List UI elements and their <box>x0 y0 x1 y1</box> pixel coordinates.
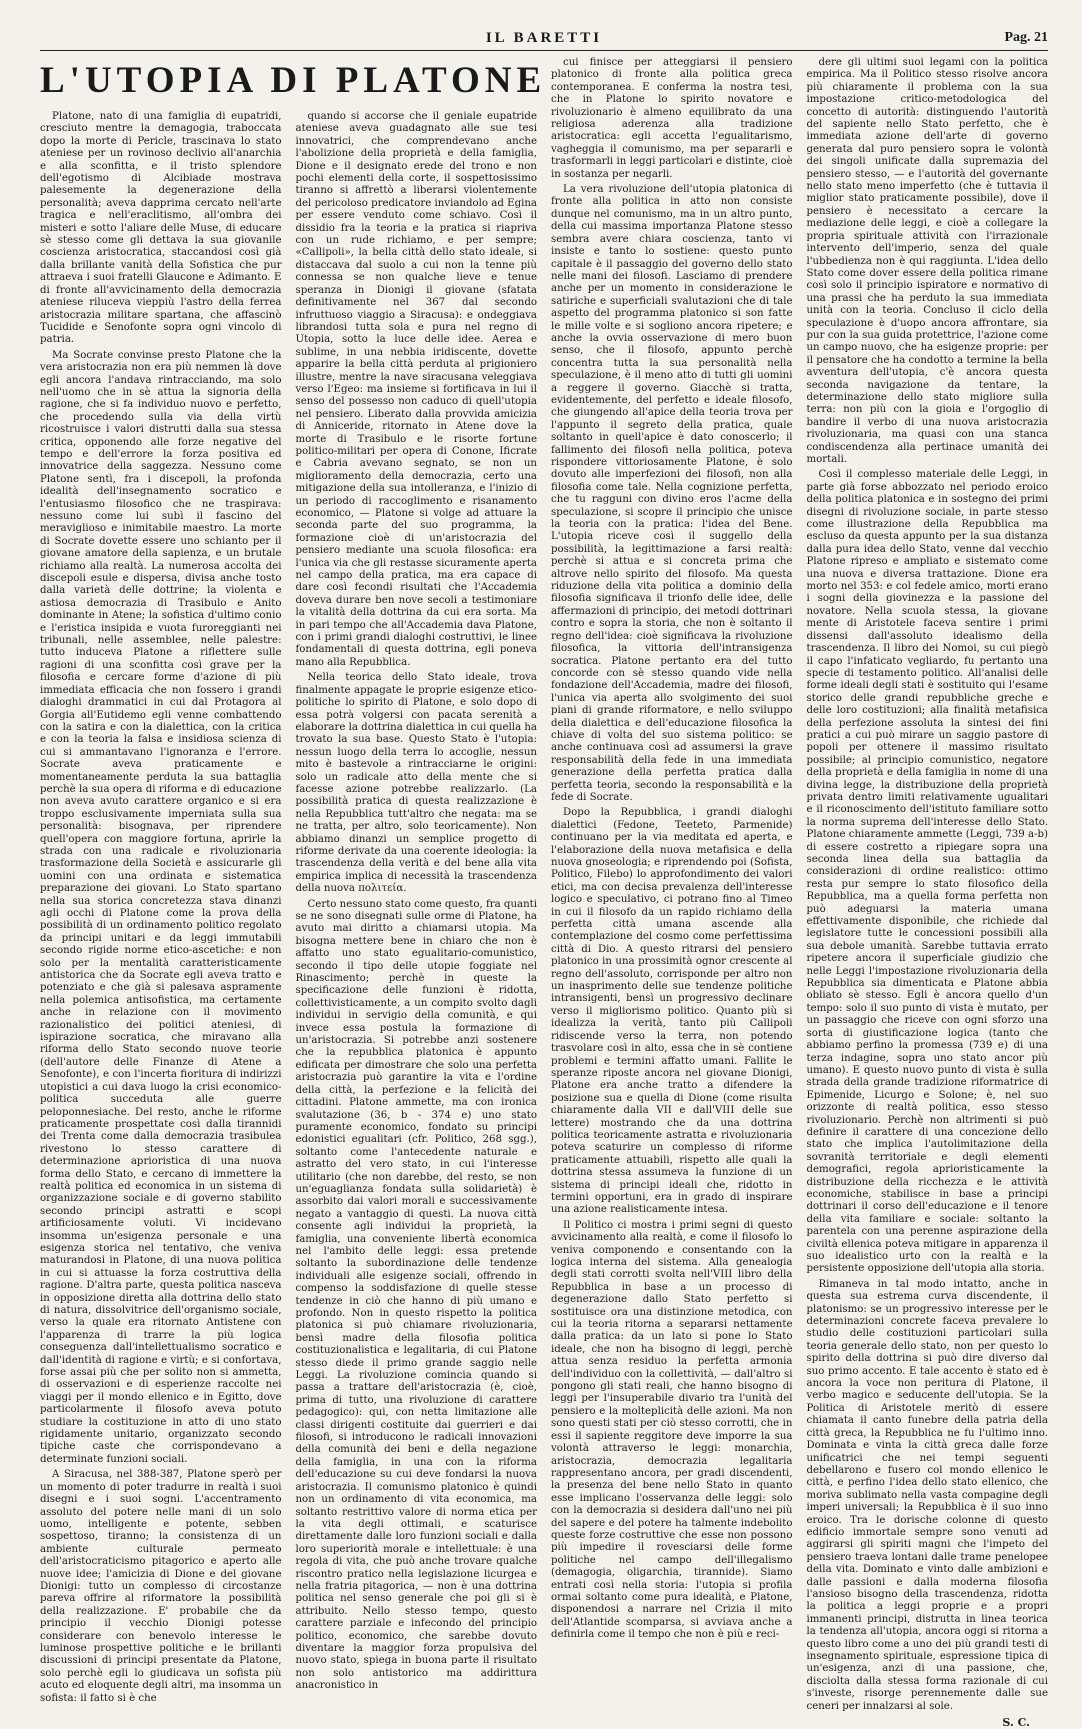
paragraph: La vera rivoluzione dell'utopia platonica di fronte alla politica in atto non consiste dunque nel comunismo, ma in un altro punto, della cui massima importanza Platone stesso sembra avere chiara coscienza, tanto vi insiste e tanto lo sostiene: questo punto capitale è il passaggio del governo dello stato nelle mani dei filosofi. Lasciamo di prendere anche per un momento in considerazione le satiriche e superficiali svalutazioni che di tale aspetto del programma platonico si son fatte le mille volte e si sogliono ancora ripetere; e anche la ovvia osservazione di mero buon senso, che il filosofo, appunto perchè concentra tutta la sua personalità nella speculazione, è il meno atto di tutti gli uomini a reggere il governo. Giacchè si tratta, evidentemente, del perfetto e ideale filosofo, che giungendo all'apice della teoria trova per l'appunto il segreto della pratica, quale soltanto in quell'apice è dato conoscerlo; il fallimento dei filosofi nella politica, poteva rispondere vittoriosamente Platone, è solo dovuto alle imperfezioni dei filosofi, non alla filosofia come tale. Nella cognizione perfetta, che tu ragguni con divino eros l'acme della speculazione, si scopre il principio che unisce la teoria con la pratica: l'idea del Bene. L'utopia riceve così il suggello della possibilità, la legittimazione a farsi realtà: perchè si attua e si concreta prima che altrove nello spirito del filosofo. Ma questa riduzione della vita politica a dominio della filosofia significava il trionfo delle idee, delle affermazioni di principio, dei metodi dottrinari contro e sopra la storia, che non è soltanto il regno dell'idea: cioè significava la rivoluzione filosofica, la vittoria dell'intransigenza socratica. Platone pertanto era del tutto concorde con sè stesso quando vide nella fondazione dell'Accademia, madre dei filosofi, l'unica via aperta allo svolgimento dei suoi piani di grande riformatore, e nello sviluppo della dialettica e dell'educazione filosofica la chiave di volta del suo sistema politico: se anche continuava così ad assumersi la grave responsabilità della fede in una immediata generazione della perfetta pratica dalla perfetta teoria, secondo la responsabilità e la fede di Socrate. <box>551 184 793 803</box>
paragraph: Nella teorica dello Stato ideale, trova finalmente appagate le proprie esigenze etico-politiche lo spirito di Platone, e solo dopo di essa potrà volgersi con pacata serenità a elaborare la dottrina dialettica in cui quella ha trovato la sua base. Questo Stato è l'utopia: nessun luogo della terra lo accoglie, nessun mito è bastevole a rintracciarne le origini: solo un radicale atto della mente che si facesse azione potrebbe realizzarlo. (La possibilità pratica di questa realizzazione è nella Repubblica tutt'altro che negata: ma se ne tratta, per altro, solo teoricamente). Non abbiamo dinanzi un semplice progetto di riforme derivate da una coerente ideologia: la trascendenza della verità e del bene alla vita empirica implica di necessità la trascendenza della nuova πολιτεία. <box>295 672 538 895</box>
left-columns <box>40 111 537 1729</box>
masthead: IL BARETTI <box>485 30 603 46</box>
paragraph: A Siracusa, nel 388-387, Platone sperò per un momento di poter tradurre in realtà i suoi disegni e i suoi sogni. L'accentramento assoluto del potere nelle mani di un solo uomo, intelligente e potente, sebben sospettoso, tiranno; la consistenza di un ambiente culturale permeato dell'aristocraticismo pitagorico e aperto alle nuove idee; l'amicizia di Dione e del giovane Dionigi: tutto un complesso di circostanze pareva offrire al riformatore la possibilità della realizzazione. E' probabile che da principio il vecchio Dionigi potesse considerare con benevolo interesse le luminose prospettive politiche e le brillanti discussioni di principi presentate da Platone, solo perchè egli lo giudicava un sofista più acuto ed eloquente degli altri, ma insomma un sofista: il fatto si è che <box>40 1469 282 1704</box>
paragraph: Il Politico ci mostra i primi segni di questo avvicinamento alla realtà, e come il filosofo lo veniva componendo e consentando con la logica interna del sistema. Alla genealogia degli stati corrotti svolta nell'VIII libro della Repubblica in base a un processo di degenerazione dallo Stato perfetto si sostituisce ora una distinzione metodica, con cui la teoria ritorna a separarsi nettamente dalla pratica: da un lato si pone lo Stato ideale, che non ha bisogno di leggi, perchè attua senza residuo la perfetta armonia dell'individuo con la collettività, — dall'altro si pongono gli stati reali, che hanno bisogno di leggi per l'insuperabile divario tra l'unità del pensiero e la molteplicità delle azioni. Ma non sono questi stati per ciò stesso corrotti, che in essi il sapiente reggitore deve imporre la sua volontà attraverso le leggi: monarchia, aristocrazia, democrazia legalitaria rappresentano ancora, per gradi discendenti, la presenza del bene nello Stato in quanto esse implicano l'osservanza delle leggi: solo con la democrazia si desidera dall'uno nei più del sapere e del potere ha talmente indebolito queste forze costruttive che esse non possono più impedire il rovesciarsi delle forme politiche nel campo dell'illegalismo (demagogia, oligarchia, tirannide). Siamo entrati così nella storia: l'utopia si profila ormai soltanto come pura idealità, e Platone, disponendosi a narrare nel Crizia il mito dell'Atlantide scomparsa, si avviava anche a definirla come il tempo che non è più e reci- <box>551 1219 793 1641</box>
article-title: L'UTOPIA DI PLATONE <box>40 60 547 101</box>
paragraph: quando si accorse che il geniale eupatride ateniese aveva guadagnato alle sue tesi innovatrici, che comprendevano anche l'abolizione della proprietà e della famiglia, Dione e il designato erede del trono e non pochi elementi della corte, il sospettosissimo tiranno si affrettò a liberarsi violentemente del pericoloso predicatore inviandolo ad Egina per essere venduto come schiavo. Così il dissidio fra la teoria e la pratica si riapriva con un rude richiamo, e per sempre; «Callipoli», la bella città dello stato ideale, si distaccava dal suolo a cui non la tenne più connessa se non qualche lieve e tenue speranza in Dionigi il giovane (sfatata definitivamente nel 367 dal secondo infruttuoso viaggio a Siracusa): e ondeggiava librandosi tutta sola e pura nel regno di Utopia, sotto la luce delle idee. Aerea e sublime, in una nebbia iridiscente, dovette apparire la bella città perduta al prigioniero illustre, mentre la nave siracusana veleggiava verso l'Egeo: ma insieme si fortificava in lui il senso del possesso non caduco di quell'utopia nel pensiero. Liberato dalla provvida amicizia di Anniceride, ritornato in Atene dove la morte di Trasibulo e le risorte fortune politico-militari per opera di Conone, Ificrate e Cabria avevano segnato, se non un miglioramento della democrazia, certo una mitigazione della sua intolleranza, e l'inizio di un periodo di raccoglimento e risanamento economico, — Platone si volge ad attuare la seconda parte del suo programma, la formazione cioè di un'aristocrazia del pensiero mediante una scuola filosofica: era l'unica via che gli restasse sicuramente aperta nel campo della pratica, ma era capace di dare così fecondi risultati che l'Accademia doveva durare ben nove secoli a testimoniare la vitalità della dottrina da cui era sorta. Ma in pari tempo che all'Accademia dava Platone, con i primi grandi dialoghi costruttivi, le linee fondamentali di questa dottrina, egli poneva mano alla Repubblica. <box>295 111 537 668</box>
column-2 <box>296 111 538 1729</box>
column-1 <box>40 111 282 1729</box>
paragraph: Così il complesso materiale delle Leggi, in parte già forse abbozzato nel periodo eroico della politica platonica e in sostegno dei primi disegni di rivoluzione sociale, in parte stesso come illustrazione della Repubblica ma escluso da questa appunto per la sua distanza dalla pura idea dello Stato, venne dal vecchio Platone ripreso e ampliato e sistemato come una nuova e diversa trattazione. Dione era morto nel 353: e col fedele amico, morti erano i sogni della giovinezza e la passione del novatore. Nella scuola stessa, la giovane mente di Aristotele faceva sentire i primi dissensi dall'assoluto idealismo della trascendenza. Il libro dei Nomoi, su cui piegò il capo l'infaticato vegliardo, fu pertanto una specie di testamento politico. All'analisi delle forme ideali degli stati è sostituito qui l'esame storico delle grandi repubbliche greche e delle loro costituzioni; alla finalità metafisica della perfezione assoluta la sintesi dei fini pratici a cui può mirare un saggio pastore di popoli per ottenere il massimo risultato possibile; al principio comunistico, negatore della proprietà e della famiglia in nome di una divina legge, la distribuzione della proprietà privata dentro limiti relativamente ugualitari e il riconoscimento dell'istituto familiare sotto la norma suprema dell'interesse dello Stato. Platone chiaramente ammette (Leggi, 739 a-b) di essere costretto a ripiegare sopra una seconda linea della sua battaglia da considerazioni di ordine realistico: ottimo resta pur sempre lo stato filosofico della Repubblica, ma a quella forma perfetta non può adeguarsi la materia umana effettivamente disponibile, che richiede dal legislatore tutte le concessioni possibili alla sua debole umanità. Sarebbe tuttavia errato ripetere ancora il superficiale giudizio che nelle Leggi l'impostazione rivoluzionaria della Repubblica sia dimenticata e Platone abbia obliato sè stesso. Egli è ancora quello d'un tempo: solo il suo punto di vista è mutato, per un passaggio che riceve con ogni sforzo una sorta di giustificazione logica (tanto che abbiamo perfino la promessa (739 e) di una terza indagine, sopra uno stato ancor più umano). E questo nuovo punto di vista è sulla strada della grande tradizione riformatrice di Epimenide, Licurgo e Solone; è, nel suo orizzonte di realtà politica, esso stesso rivoluzionario. Perchè non altrimenti si può definire il carattere di una concezione dello stato che implica l'autolimitazione della sovranità territoriale e degli elementi demografici, regola aprioristicamente la distribuzione della ricchezza e le attività economiche, stabilisce in base a principi dottrinari il corso dell'educazione e il tenore della vita familiare e sociale: soltanto la parentela con una perenne aspirazione della civiltà ellenica poteva mitigare in apparenza il suo idealistico urto con la realtà e la persistente opposizione dell'utopia alla storia. <box>806 469 1049 1275</box>
paragraph: dere gli ultimi suoi legami con la politica empirica. Ma il Politico stesso risolve ancora più chiaramente il problema con la sua impostazione critico-metodologica del concetto di autorità: distinguendo l'autorità del sapiente nello Stato perfetto, che è immediata azione dell'arte di governo generata dal puro pensiero sopra le volontà dei singoli unificate dalla supremazia del pensiero stesso, — e l'autorità del governante nello stato meno imperfetto (che è tuttavia il miglior stato praticamente possibile), dove il pensiero è necessitato a cercare la mediazione delle leggi, e cioè a collegare la propria spirituale attività con l'irrazionale intervento dell'imperio, senza del quale l'ubbedienza non è qui raggiunta. L'idea dello Stato come dover essere della politica rimane così solo il principio ispiratore e normativo di una prassi che ha perduto la sua immediata unità con la teoria. Concluso il ciclo della speculazione è d'uopo ancora affrontare, sia pur con la sua guida protettrice, l'azione come un campo nuovo, che ha esigenze proprie: per il pensatore che ha condotto a termine la bella avventura dell'utopia, c'è ancora questa seconda navigazione da tentare, la determinazione dello stato migliore sulla terra: non più con la gioia e l'orgoglio di bandire il verbo di una nuova aristocrazia rivoluzionaria, ma quasi con una stanca condiscendenza alla pertinace umanità dei mortali. <box>806 57 1048 465</box>
article-left-span <box>40 57 547 1729</box>
paragraph: Certo nessuno stato come questo, fra quanti se ne sono disegnati sulle orme di Platone, ha avuto mai diritto a chiamarsi utopia. Ma bisogna mettere bene in chiaro che non è affatto uno stato egualitario-comunistico, secondo il tipo delle utopie foggiate nel Rinascimento; perchè in queste la specificazione delle funzioni è ridotta, collettivisticamente, a un compito svolto dagli individui in servigio della comunità, e qui invece essa postula la formazione di un'aristocrazia. Si potrebbe anzi sostenere che la repubblica platonica è appunto edificata per dimostrare che solo una perfetta aristocrazia può garantire la vita e l'ordine della città, la perfezione e la felicità dei cittadini. Platone ammette, ma con ironica svalutazione (36, b - 374 e) uno stato puramente economico, fondato su principi edonistici egualitari (cfr. Politico, 268 sgg.), soltanto come l'antecedente naturale e astratto del vero stato, in cui l'interesse utilitario (che non darebbe, del resto, se non un'eguaglianza fondata sulla solidarietà) è assorbito dai valori morali e successivamente negato a vantaggio di questi. La nuova città consente agli individui la proprietà, la famiglia, una conveniente libertà economica nel l'ambito delle leggi: essa pretende soltanto la subordinazione delle tendenze individuali alle esigenze sociali, offrendo in compenso la soddisfazione di quelle stesse tendenze in ciò che hanno di più umano e profondo. Non in questo rispetto la politica platonica si può chiamare rivoluzionaria, bensì madre della filosofia politica costituzionalistica e legalitaria, di cui Platone stesso diede il primo grande saggio nelle Leggi. La rivoluzione comincia quando si passa a trattare dell'aristocrazia (è, cioè, prima di tutto, una rivoluzione di carattere pedagogico): qui, con netta limitazione alle classi dirigenti costituite dai guerrieri e dai filosofi, si introducono le radicali innovazioni della comunità dei beni e della negazione della famiglia, in una con la riforma dell'educazione su cui deve fondarsi la nuova aristocrazia. Il comunismo platonico è quindi non un ordinamento di vita economica, ma soltanto restrittivo valore di norma etica per la vita degli ottimali, e scaturisce direttamente dalle loro funzioni sociali e dalla loro superiorità morale e intellettuale: è una regola di vita, che può anche trovare qualche riscontro pratico nella legislazione licurgea e nella fratria pitagorica, — non è una dottrina politica nel senso generale che poi gli si è attribuito. Nello stesso tempo, questo carattere parziale e infecondo del principio politico, economico, che sarebbe dovuto diventare la maggior forza propulsiva del nuovo stato, spiega in buona parte il risultato non solo antistorico ma addirittura anacronistico in <box>295 898 537 1692</box>
paragraph: cui finisce per atteggiarsi il pensiero platonico di fronte alla politica greca contemporanea. E conferma la nostra tesi, che in Platone lo spirito novatore e rivoluzionario è almeno equilibrato da una religiosa aderenza alla tradizione aristocratica: egli accetta l'egualitarismo, vagheggia il comunismo, ma per separarli e trasformarli in leggi particolari e distinte, cioè in sostanza per negarli. <box>551 57 793 180</box>
paragraph: Ma Socrate convinse presto Platone che la vera aristocrazia non era più nemmen là dove egli ancora l'andava rintracciando, ma solo nell'uomo che in sè attua la signoria della ragione, che si fa individuo nuovo e perfetto, che procedendo sulla via della virtù ricostruisce i valori distrutti dalla sua stessa critica, opponendo alle forze negative del tempo e dell'errore la forza positiva ed innovatrice della saggezza. Nessuno come Platone sentì, fra i discepoli, la profonda idealità dell'insegnamento socratico e l'entusiasmo filosofico che ne traspirava: nessuno come lui subì il fascino del meraviglioso e inimitabile maestro. La morte di Socrate dovette essere uno schianto per il giovane amatore della sapienza, e un brutale richiamo alla realtà. La numerosa accolta dei discepoli esule e dispersa, divisa anche tosto dalla varietà delle dottrine; la violenta e astiosa democrazia di Trasibulo e Anito dominante in Atene; la sofistica d'ultimo conio e l'eristica insipida e vuota furoreggianti nei tribunali, nelle assemblee, nelle palestre: tutto induceva Platone a riflettere sulle ragioni di una sconfitta così grave per la filosofia e cercare forme d'azione di più immediata efficacia che non fossero i grandi dialoghi drammatici in cui dal Protagora al Gorgia all'Eutidemo egli venne combattendo con la satira e con la dialettica, con la critica e con la teoria la falsa e insidiosa scienza di cui si ammantavano l'ignoranza e l'errore. Socrate aveva praticamente e momentaneamente perduta la sua battaglia perchè la sua opera di riforma e di educazione non aveva avuto carattere organico e si era troppo esclusivamente imperniata sulla sua personalità: bisognava, per riprendere quell'opera con maggiore fortuna, aprirle la strada con una radicale e rivoluzionaria trasformazione della Società e assicurarle gli uomini con una ordinata e sistematica preparazione dei giovani. Lo Stato spartano nella sua storica concretezza stava dinanzi agli occhi di Platone come la prova della possibilità di un ordinamento politico regolato da principi unitari e da leggi immutabili secondo rigide norme etico-ascetiche: e non solo per la mentalità caratteristicamente antistorica che da Socrate egli aveva tratto e potenziato e che già si palesava aspramente nella polemica antisofistica, ma certamente anche in relazione con il movimento razionalistico dei politici ateniesi, di ispirazione socratica, che miravano alla riforma dello Stato secondo nuove teorie (dell'autore delle Finanze di Atene a Senofonte), e con l'incerta fioritura di indirizzi utopistici a cui dava luogo la crisi economico-politica succeduta alle guerre peloponnesiache. Del resto, anche le riforme praticamente prospettate così dalla tirannidi dei Trenta come dalla democrazia trasibulea rivestono lo stesso carattere di determinazione aprioristica di una nuova forma dello Stato, e cercano di immettere la realtà politica ed economica in un sistema di organizzazione sociale e di governo stabilito secondo principi astratti e scopi artificiosamente voluti. Vi incidevano insomma un'esigenza personale e una esigenza storica nel tentativo, che veniva maturandosi in Platone, di una nuova politica in cui si attuasse la forza costruttiva della ragione. D'altra parte, questa politica nasceva in opposizione diretta alla dottrina dello stato di natura, dissolvitrice dell'organismo sociale, verso la quale era ritornato Antistene con l'apparenza di trarre la più logica conseguenza dall'intellettualismo socratico e dall'identità di ragione e virtù; e si confortava, forse assai più che per solito non si ammetta, di osservazioni e di esperienze raccolte nei viaggi per il mondo ellenico e in Egitto, dove particolarmente il filosofo aveva potuto studiare la costituzione in atto di uno stato rigidamente unitario, organizzato secondo tipiche caste che corrispondevano a determinate funzioni sociali. <box>40 349 282 1465</box>
running-head <box>40 26 1048 51</box>
column-3 <box>551 57 793 1729</box>
paragraph: Rimaneva in tal modo intatto, anche in questa sua estrema curva discendente, il platonismo: se un progressivo interesse per le determinazioni concrete faceva prevalere lo studio delle costituzioni particolari sulla teoria generale dello stato, non per questo lo spirito della dottrina si può dire diverso dal suo primo accento. E tale accento è stato ed è ancora la voce non peritura di Platone, il verbo magico e seducente dell'utopia. Se la Politica di Aristotele meritò di essere chiamata il canto funebre della patria della città greca, la Repubblica ne fu l'ultimo inno. Dominata e vinta la città greca dalle forze unificatrici che nei tempi seguenti debellarono e fusero col mondo ellenico le città, e perfino l'idea dello stato ellenico, che moriva sublimato nella vasta compagine degli imperi universali; la Repubblica è il suo inno eroico. Tra le dorische colonne di questo edificio immortale sempre sono venuti ad aggirarsi gli spiriti magni che l'impeto del pensiero traeva lontani dalle trame penelopee della vita. Dominato e vinto dalle ambizioni e dalle passioni e dalla moderna filosofia l'ansioso bisogno della trascendenza, ridotta la politica a leggi proprie e a propri immanenti principi, distrutta in linea teorica la tendenza all'utopia, ancora oggi si ritorna a questo libro come a uno dei più grandi testi di insegnamento spirituale, espressione tipica di un'esigenza, anzi di una passione, che, disciolta dalla stessa forma razionale di cui s'investe, risorge perennemente dalle sue ceneri per innalzarsi al sole. <box>806 1278 1048 1712</box>
column-4 <box>807 57 1049 1729</box>
page-number: Pag. 21 <box>1004 30 1048 45</box>
paragraph: Platone, nato di una famiglia di eupatridi, cresciuto mentre la demagogia, traboccata dopo la morte di Pericle, trascinava lo stato ateniese per un rovinoso declivio all'anarchia e alla sconfitta, e il tristo splendore dell'egotismo di Alcibiade mostrava palesemente la degenerazione della personalità; aveva dapprima cercato nell'arte tragica e nell'eraclitismo, all'ombra dei misteri e sotto l'aliare delle Muse, di educare sè stesso come gli dettava la sua giovanile coscienza aristocratica, staccandosi così già dalla brillante vanità della Sofistica che pur attraeva i suoi fratelli Glaucone e Adimanto. E di fronte all'avvicinamento della democrazia ateniese rilucevа vieppiù l'astro della ferrea aristocrazia militare spartana, che affascinò Tucidide e Senofonte sopra ogni vincolo di patria. <box>40 111 282 346</box>
article-layout <box>40 57 1049 1729</box>
paragraph: Dopo la Repubblica, i grandi dialoghi dialettici (Fedone, Teeteto, Parmenide) continuano per la via meditata ed aperta, e l'elaborazione della nuova metafisica e della nuova gnoseologia; e riprendendo poi (Sofista, Politico, Filebo) lo approfondimento dei valori etici, ma con decisa prevalenza dell'interesse logico e speculativo, ci potrano fino al Timeo in cui il filosofo da un rapido richiamo della perfetta città umana ascende alla contemplazione del cosmo come perfettissima città di Dio. A questo ritrarsi del pensiero platonico in una prossimità ognor crescente al regno dell'assoluto, corrisponde per altro non un inasprimento delle sue tendenze politiche intransigenti, bensì un progressivo declinare verso il migliorismo politico. Quanto più si idealizza la verità, tanto più Callipoli ridiscende verso la terra, non potendo trasvolare così in alto, essa che in sè contiene problemi e termini affatto umani. Fallite le speranze riposte ancora nel giovane Dionigi, Platone era anche tratto a difendere la posizione sua e quella di Dione (come risulta chiaramente dalla VII e dall'VIII delle sue lettere) mostrando che da una dottrina politica teoricamente astratta e rivoluzionaria poteva scaturire un complesso di riforme praticamente attuabili, rispetto alle quali la dottrina stessa assumeva la funzione di un sistema di principi ideali che, ridotto in termini opportuni, era in grado di inspirare una azione realisticamente intesa. <box>551 807 793 1216</box>
author-signature: S. C. <box>1002 1716 1030 1729</box>
